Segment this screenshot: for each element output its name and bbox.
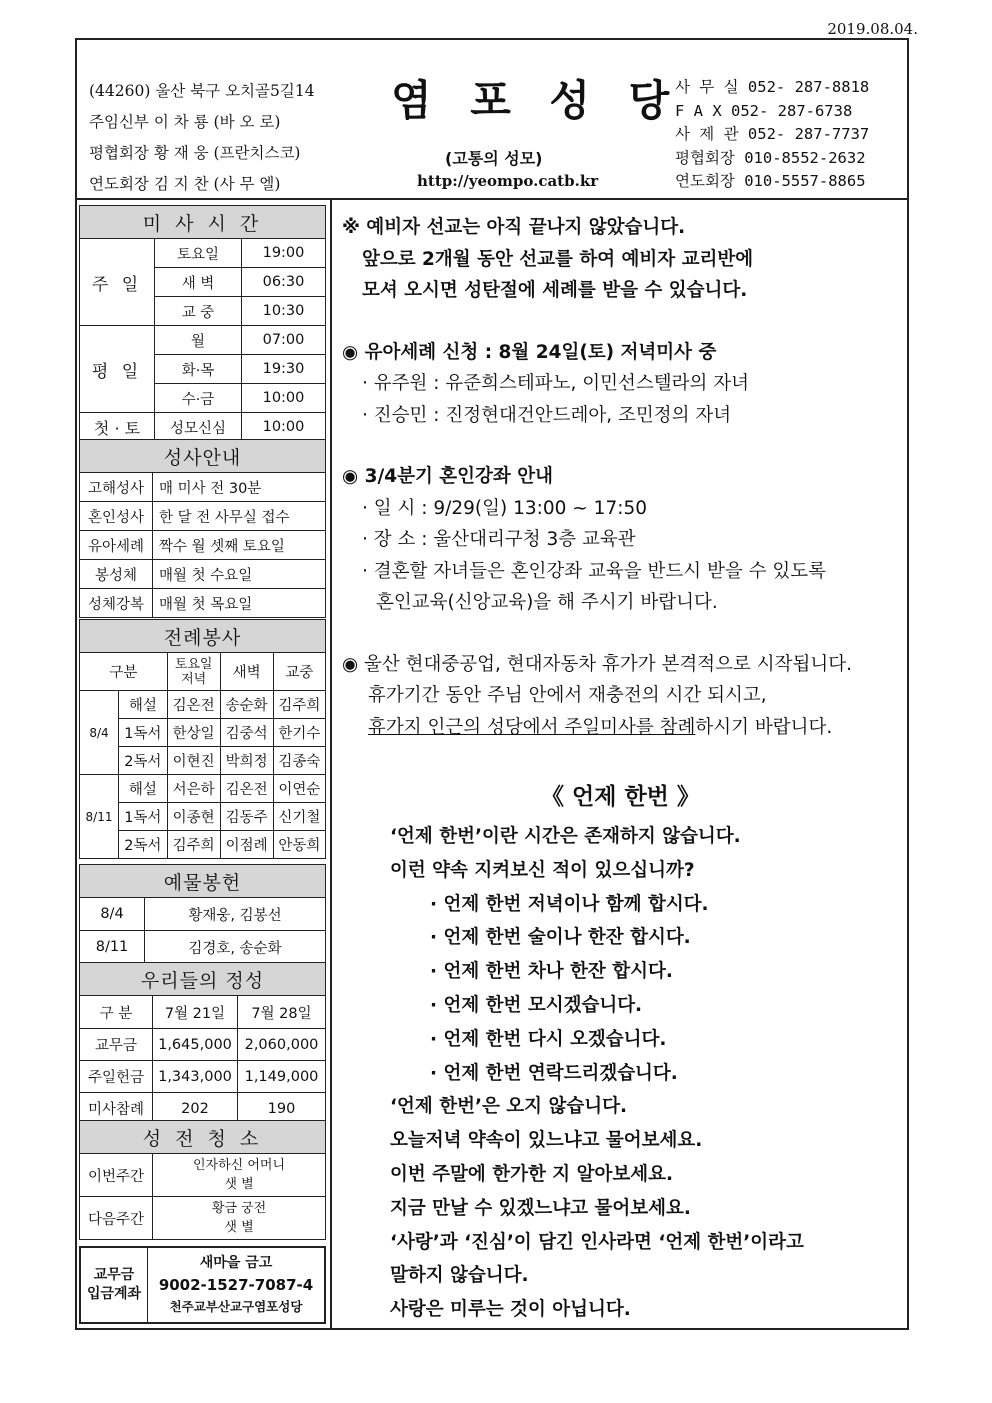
parish-subtitle: (고통의 성모) — [445, 149, 543, 168]
contact-rectory: 사 제 관 052- 287-7737 — [675, 125, 870, 143]
sacrament-name: 고해성사 — [80, 473, 153, 502]
vacation-line: 휴가기간 동안 주님 안에서 재충전의 시간 되시고, — [368, 685, 767, 706]
sacrament-name: 성체강복 — [80, 589, 153, 618]
poem-line: 오늘저녁 약속이 있느냐고 물어보세요. — [390, 1130, 703, 1152]
cleaning-group-line: 황금 궁전 — [211, 1201, 267, 1216]
mass-day: 토요일 — [155, 239, 242, 268]
liturgy-role: 1독서 — [119, 803, 168, 831]
mass-day: 교 중 — [155, 297, 242, 326]
liturgy-person: 신기철 — [273, 803, 325, 831]
cleaning-title: 성 전 청 소 — [80, 1121, 326, 1154]
header-divider — [75, 198, 909, 200]
vacation-line — [342, 712, 902, 744]
account-label — [80, 1247, 148, 1323]
offering-date: 8/11 — [80, 931, 145, 964]
contact-fax: F A X 052- 287-6738 — [675, 101, 853, 120]
donation-item: 교무금 — [80, 1029, 153, 1061]
liturgy-person: 박희정 — [220, 747, 273, 775]
mass-time: 19:00 — [242, 239, 326, 268]
donations-header: 7월 21일 — [153, 996, 238, 1029]
account — [79, 1246, 326, 1324]
liturgy-person: 송순화 — [220, 691, 273, 719]
poem-line: · 언제 한번 저녁이나 함께 합시다. — [430, 893, 709, 915]
poem-line: 지금 만날 수 있겠느냐고 물어보세요. — [390, 1197, 691, 1219]
poem-line: · 언제 한번 차나 한잔 합시다. — [430, 961, 673, 983]
first-sat-label: 첫 · 토 — [80, 413, 155, 442]
liturgy-person: 김중석 — [220, 719, 273, 747]
liturgy-role: 해설 — [119, 775, 168, 803]
liturgy-person: 안동희 — [273, 831, 325, 859]
main-content — [342, 212, 902, 743]
sacraments-title: 성사안내 — [80, 440, 326, 473]
liturgy-person: 이현진 — [167, 747, 220, 775]
sacrament-name: 혼인성사 — [80, 502, 153, 531]
notice-line: ※ 예비자 선교는 아직 끝나지 않았습니다. — [342, 217, 686, 238]
notice-line: 모셔 오시면 성탄절에 세례를 받을 수 있습니다. — [362, 280, 748, 301]
header-info — [89, 76, 315, 200]
liturgy-person: 서은하 — [167, 775, 220, 803]
weekday-label: 평 일 — [80, 326, 155, 413]
offering-names: 김경호, 송순화 — [145, 931, 326, 964]
sacrament-desc: 매월 첫 목요일 — [153, 589, 326, 618]
marriage-line: · 장 소 : 울산대리구청 3층 교육관 — [362, 529, 636, 550]
mass-time: 10:30 — [242, 297, 326, 326]
mass-time: 07:00 — [242, 326, 326, 355]
liturgy-header: 새벽 — [220, 653, 273, 691]
marriage-title: ◉ 3/4분기 혼인강좌 안내 — [342, 466, 553, 487]
account-label-1: 교무금 — [93, 1267, 135, 1283]
mass-day: 월 — [155, 326, 242, 355]
contacts — [675, 76, 869, 194]
sunday-label: 주 일 — [80, 239, 155, 326]
donations-header: 구 분 — [80, 996, 153, 1029]
donation-value: 1,645,000 — [153, 1029, 238, 1061]
mass-time: 19:30 — [242, 355, 326, 384]
sacrament-name: 봉성체 — [80, 560, 153, 589]
liturgy-role: 2독서 — [119, 831, 168, 859]
mass-title: 미 사 시 간 — [80, 206, 326, 239]
vacation-underlined: 휴가지 인근의 성당에서 주일미사를 참례 — [368, 716, 696, 738]
liturgy-service — [79, 619, 326, 859]
liturgy-person: 이종현 — [167, 803, 220, 831]
liturgy-role: 1독서 — [119, 719, 168, 747]
mass-time: 10:00 — [242, 384, 326, 413]
donation-value: 2,060,000 — [238, 1029, 326, 1061]
cleaning-group-line: 샛 별 — [224, 1220, 254, 1235]
sacrament-desc: 한 달 전 사무실 접수 — [153, 502, 326, 531]
liturgy-person: 한상일 — [167, 719, 220, 747]
marriage-line: · 일 시 : 9/29(일) 13:00 ~ 17:50 — [362, 497, 647, 519]
cleaning-group — [153, 1197, 326, 1240]
donation-value: 190 — [238, 1093, 326, 1125]
cleaning — [79, 1120, 326, 1240]
donations-header: 7월 28일 — [238, 996, 326, 1029]
liturgy-person: 김온전 — [167, 691, 220, 719]
contact-council: 평협회장 010-8552-2632 — [675, 148, 866, 167]
cleaning-week: 다음주간 — [80, 1197, 153, 1240]
liturgy-header: 교중 — [273, 653, 325, 691]
liturgy-person: 김주희 — [167, 831, 220, 859]
cleaning-week: 이번주간 — [80, 1154, 153, 1197]
marriage-line: · 결혼할 자녀들은 혼인강좌 교육을 반드시 받을 수 있도록 — [362, 560, 826, 582]
veteran-head: 연도회장 김 지 찬 (사 무 엘) — [89, 175, 281, 193]
donation-item: 미사참례 — [80, 1093, 153, 1125]
mass-time: 10:00 — [242, 413, 326, 442]
cleaning-group — [153, 1154, 326, 1197]
bulletin-date: 2019.08.04. — [827, 20, 918, 38]
sacrament-name: 유아세례 — [80, 531, 153, 560]
vacation-line: ◉ 울산 현대중공업, 현대자동차 휴가가 본격적으로 시작됩니다. — [342, 653, 852, 675]
liturgy-header: 토요일 저녁 — [167, 653, 220, 691]
poem-line: 사랑은 미루는 것이 아닙니다. — [390, 1299, 631, 1321]
liturgy-title: 전례봉사 — [80, 620, 326, 653]
liturgy-role: 해설 — [119, 691, 168, 719]
vacation-rest: 하시기 바랍니다. — [695, 716, 833, 738]
sacraments — [79, 439, 326, 618]
baptism-line: · 진승민 : 진정현대건안드레아, 조민정의 자녀 — [362, 404, 732, 426]
account-info — [148, 1247, 326, 1323]
cleaning-group-line: 샛 별 — [224, 1177, 254, 1192]
poem-line: ‘사랑’과 ‘진심’이 담긴 인사라면 ‘언제 한번’이라고 — [390, 1231, 804, 1253]
offering-date: 8/4 — [80, 898, 145, 931]
donations — [79, 962, 326, 1125]
column-divider — [330, 200, 332, 1328]
poem — [390, 820, 804, 1327]
cleaning-group-line: 인자하신 어머니 — [192, 1158, 286, 1173]
council-head: 평협회장 황 재 웅 (프란치스코) — [89, 144, 301, 162]
liturgy-person: 이점례 — [220, 831, 273, 859]
poem-line: ‘언제 한번’이란 시간은 존재하지 않습니다. — [390, 826, 741, 847]
donations-title: 우리들의 정성 — [80, 963, 326, 996]
poem-line: 이런 약속 지켜보신 적이 있으십니까? — [390, 859, 695, 881]
offering-names: 황재웅, 김봉선 — [145, 898, 326, 931]
offering — [79, 864, 326, 964]
mass-time: 06:30 — [242, 268, 326, 297]
poem-line: · 언제 한번 연락드리겠습니다. — [430, 1062, 678, 1084]
donation-value: 202 — [153, 1093, 238, 1125]
contact-office: 사 무 실 052- 287-8818 — [675, 78, 870, 96]
liturgy-role: 2독서 — [119, 747, 168, 775]
donation-value: 1,343,000 — [153, 1061, 238, 1093]
liturgy-header: 구분 — [80, 653, 168, 691]
address: (44260) 울산 북구 오치골5길14 — [89, 82, 315, 100]
liturgy-person: 김온전 — [220, 775, 273, 803]
parish-url[interactable]: http://yeompo.catb.kr — [417, 172, 599, 190]
poem-line: · 언제 한번 모시겠습니다. — [430, 994, 643, 1016]
account-bank: 새마을 금고 — [199, 1255, 273, 1271]
liturgy-person: 김동주 — [220, 803, 273, 831]
liturgy-person: 이연순 — [273, 775, 325, 803]
marriage-line: 혼인교육(신앙교육)을 해 주시기 바랍니다. — [376, 592, 718, 613]
parish-title: 염 포 성 당 — [391, 76, 682, 125]
contact-veteran: 연도회장 010-5557-8865 — [675, 172, 866, 190]
notice-line: 앞으로 2개월 동안 선교를 하여 예비자 교리반에 — [362, 248, 754, 270]
account-holder: 천주교부산교구염포성당 — [169, 1299, 303, 1314]
poem-line: 이번 주말에 한가한 지 알아보세요. — [390, 1163, 673, 1185]
offering-title: 예물봉헌 — [80, 865, 326, 898]
liturgy-date: 8/11 — [80, 775, 119, 859]
mass-day: 새 벽 — [155, 268, 242, 297]
pastor: 주임신부 이 차 룡 (바 오 로) — [89, 113, 281, 131]
poem-line: · 언제 한번 다시 오겠습니다. — [430, 1028, 667, 1050]
mass-times — [79, 205, 326, 442]
liturgy-person: 김주희 — [273, 691, 325, 719]
sacrament-desc: 매 미사 전 30분 — [153, 473, 326, 502]
sacrament-desc: 매월 첫 수요일 — [153, 560, 326, 589]
liturgy-person: 한기수 — [273, 719, 325, 747]
poem-line: ‘언제 한번’은 오지 않습니다. — [390, 1096, 627, 1118]
poem-line: · 언제 한번 술이나 한잔 합시다. — [430, 927, 691, 949]
sacrament-desc: 짝수 월 셋째 토요일 — [153, 531, 326, 560]
header — [75, 38, 909, 198]
account-label-2: 입금계좌 — [86, 1286, 142, 1302]
poem-title: 《 언제 한번 》 — [541, 784, 700, 810]
donation-value: 1,149,000 — [238, 1061, 326, 1093]
mass-day: 화·목 — [155, 355, 242, 384]
mass-day: 수·금 — [155, 384, 242, 413]
liturgy-person: 김종숙 — [273, 747, 325, 775]
account-number: 9002-1527-7087-4 — [158, 1276, 314, 1294]
liturgy-date: 8/4 — [80, 691, 119, 775]
donation-item: 주일헌금 — [80, 1061, 153, 1093]
baptism-title: ◉ 유아세례 신청 : 8월 24일(토) 저녁미사 중 — [342, 341, 717, 363]
poem-line: 말하지 않습니다. — [390, 1265, 529, 1287]
mass-day: 성모신심 — [155, 413, 242, 442]
baptism-line: · 유주원 : 유준희스테파노, 이민선스텔라의 자녀 — [362, 373, 749, 394]
